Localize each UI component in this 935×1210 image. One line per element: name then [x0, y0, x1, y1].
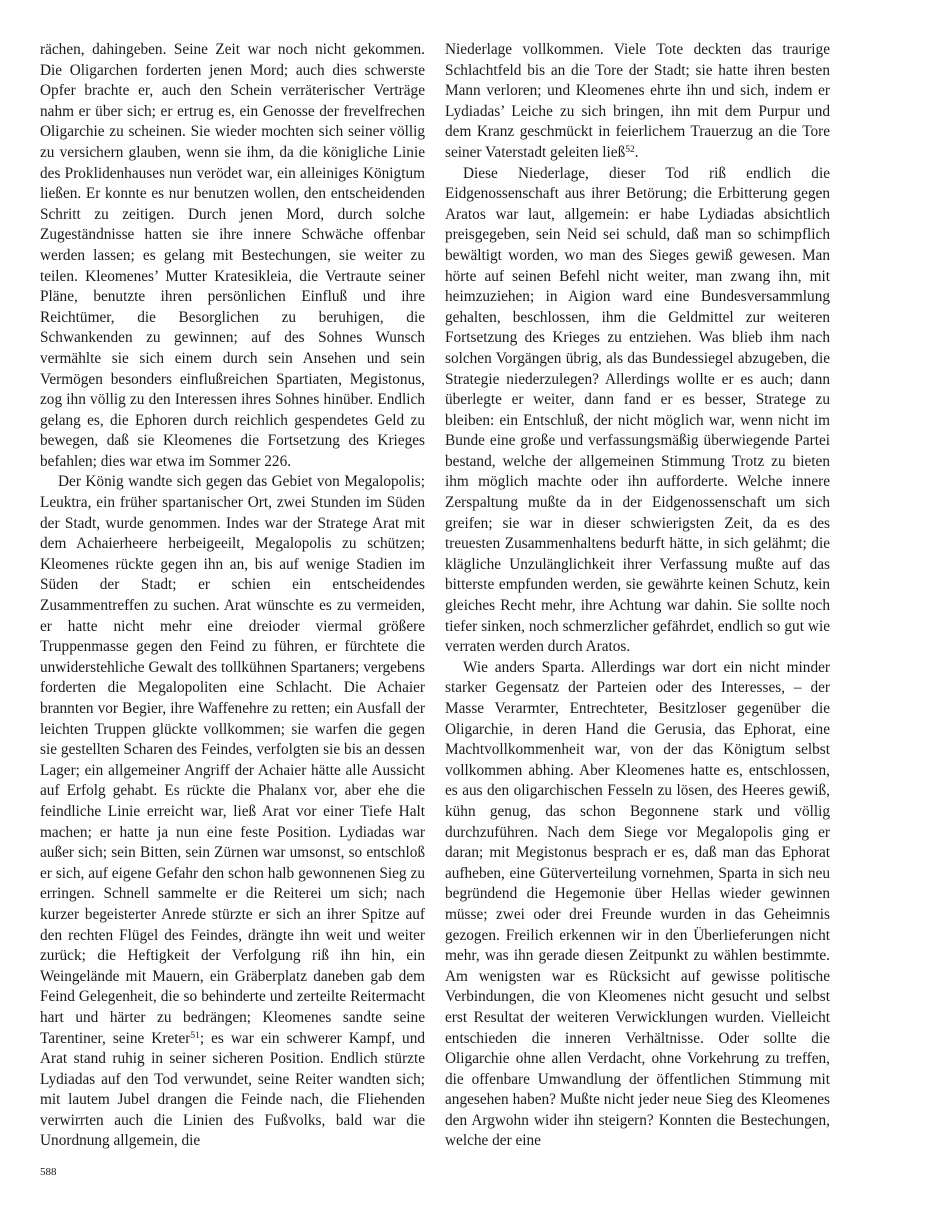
paragraph: Wie anders Sparta. Allerdings war dort ein nicht minder starker Gegensatz der Parteien oder des Interesses, – der Masse Verarmter, Entrechteter, Besitzloser gegenüber die Oligarchie, in deren Hand die Gerusia, das Ephorat, eine Machtvollkommenheit war, von der das Königtum selbst vollkommen abhing. Aber Kleomenes hatte es, entschlossen, es aus den oligarchischen Fesseln zu lösen, des Heeres gewiß, kühn genug, das schon Begonnene stark und völlig durchzuführen. Nach dem Siege vor Megalopolis ging er daran; mit Megistonus besprach er es, daß man das Ephorat aufheben, eine Güterverteilung vornehmen, Sparta in sich neu begründend die Hegemonie über Hellas wieder gewinnen müsse; zwei oder drei Freunde wurden in das Geheimnis gezogen. Freilich erkennen wir in den Überlieferungen nicht mehr, was ihn gerade diesen Zeitpunkt zu wählen bestimmte. Am wenigsten war es Rücksicht auf gewisse politische Verbindungen, die von Kleomenes nicht gesucht und selbst erst Resultat der weiteren Verwicklungen wurden. Vielleicht entschieden die inneren Verhältnisse. Oder sollte die Oligarchie ohne allen Verdacht, ohne Vorkehrung zu treffen, die offenbare Umwandlung der öffentlichen Stimmung mit angesehen haben? Mußte nicht jeder neue Sieg des Kleomenes den Argwohn wider ihn steigern? Konnten die Bestechungen, welche der eine — [445, 658, 830, 1150]
paragraph: Diese Niederlage, dieser Tod riß endlich die Eidgenossenschaft aus ihrer Betörung; die Erbitterung gegen Aratos war laut, allgemein: er habe Lydiadas absichtlich preisgegeben, sein Neid sei schuld, daß man so schimpflich bewältigt worden, wo man des Sieges gewiß gewesen. Man hörte auf seinen Befehl nicht weiter, man zwang ihn, mit heimzuziehen; in Aigion ward eine Bundesversammlung gehalten, beschlossen, ihm die Geldmittel zur weiteren Fortsetzung des Krieges zu entziehen. Was blieb ihm nach solchen Vorgängen übrig, als das Bundessiegel abzugeben, die Strategie niederzulegen? Allerdings wollte er es auch; dann überlegte er weiter, dann fand er es besser, Stratege zu bleiben: ein Entschluß, der nicht möglich war, wenn nicht im Bunde eine große und verfassungsmäßig überwiegende Partei bestand, welche der allgemeinen Stimmung Trotz zu bieten ihm möglich machte oder ihn aufforderte. Welche innere Zerspaltung mußte da in der Eidgenossenschaft um sich greifen; sie war in dieser schwierigsten Zeit, da es des treuesten Zusammenhaltens bedurft hätte, in sich gelähmt; die klägliche Unzulänglichkeit ihrer Verfassung mußte auf das bitterste empfunden werden, sie gewährte keinen Schutz, kein gleiches Recht mehr, ihre Achtung war dahin. Sie sollte noch tiefer sinken, noch schmerzlicher gefährdet, endlich so gut wie verraten werden durch Aratos. — [445, 164, 830, 656]
footnote-ref-51[interactable]: 51 — [190, 1030, 200, 1041]
paragraph-text: ; es war ein schwerer Kampf, und Arat stand ruhig in seiner sicheren Position. Endlich stürzte Lydiadas auf den Tod verwundet, seine Reiter wandten sich; mit lautem Jubel drangen die Feinde nach, die Fliehenden verwirrten auch die Linien des Fußvolks, bald war die Unordnung allgemein, die — [40, 1029, 425, 1150]
paragraph-text: Niederlage vollkommen. Viele Tote deckten das traurige Schlachtfeld bis an die Tore der Stadt; sie hatte ihren besten Mann verloren; und Kleomenes ehrte ihn und sich, indem er Lydiadas’ Leiche zu sich bringen, ihn mit dem Purpur und dem Kranz geschmückt in feierlichem Trauerzug an die Tore seiner Vaterstadt geleiten ließ — [445, 41, 830, 161]
paragraph: rächen, dahingeben. Seine Zeit war noch nicht gekommen. Die Oligarchen forderten jenen Mord; auch dies schwerste Opfer brachte er, auch den Schein verräterischer Verträge nahm er über sich; er ertrug es, ein Genosse der frevelfrechen Oligarchie zu scheinen. Sie wieder mochten sich seiner völlig zu versichern glauben, wenn sie ihm, da die königliche Linie des Proklidenhauses nun verödet war, ein alleiniges Königtum ließen. Er konnte es nur benutzen wollen, den entscheidenden Schritt zu zeitigen. Durch jenen Mord, durch solche Zugeständnisse hatten sie ihre innere Schwäche offenbar werden lassen; es gelang mit Bestechungen, sie weiter zu teilen. Kleomenes’ Mutter Kratesikleia, die Vertraute seiner Pläne, benutzte ihren persönlichen Einfluß und ihre Reichtümer, die Besorglichen zu beruhigen, die Schwankenden zu gewinnen; auf des Sohnes Wunsch vermählte sie sich einem durch sein Ansehen und sein Vermögen besonders einflußreichen Spartiaten, Megistonus, zog ihn völlig zu den Interessen ihres Sohnes hinüber. Endlich gelang es, die Ephoren durch reichlich gespendetes Geld zu bewegen, daß sie Kleomenes die Fortsetzung des Krieges befahlen; dies war etwa im Sommer 226. — [40, 41, 425, 470]
paragraph — [40, 472, 425, 1152]
left-column — [40, 40, 425, 1152]
paragraph — [445, 40, 830, 164]
paragraph-text: . — [634, 143, 639, 161]
footnote-ref-52[interactable]: 52 — [625, 144, 635, 155]
page-number: 588 — [40, 1166, 57, 1178]
paragraph-text: Der König wandte sich gegen das Gebiet von Megalopolis; Leuktra, ein früher spartanischer Ort, zwei Stunden im Süden der Stadt, wurde genommen. Indes war der Stratege Arat mit dem Achaierheere herbeigeeilt, Megalopolis zu schützen; Kleomenes rückte gegen ihn an, bis auf wenige Stadien im Süden der Stadt; er schien ein entscheidendes Zusammentreffen zu suchen. Arat wünschte es zu vermeiden, er hatte nicht mehr eine dreioder viermal größere Truppenmasse gegen den Feind zu führen, er fürchtete die unwiderstehliche Gewalt des tollkühnen Spartaners; vergebens forderten die Megalopoliten eine Schlacht. Die Achaier brannten vor Begier, ihre Waffenehre zu retten; ein Ausfall der leichten Truppen glückte vollkommen; sie warfen die gegen sie gestellten Scharen des Feindes, verfolgten sie bis an dessen Lager; ein allgemeiner Angriff der Achaier hätte alle Aussicht auf Erfolg gehabt. Es rückte die Phalanx vor, aber ehe die feindliche Linie erreicht war, ließ Arat vor einer Tiefe Halt machen; er hatte ja nun eine feste Position. Lydiadas war außer sich; sein Bitten, sein Zürnen war umsonst, so entschloß er sich, auf eigene Gefahr den schon halb gewonnenen Sieg zu erringen. Schnell sammelte er die Reiterei um sich; nach kurzer begeisterter Anrede stürzte er sich an ihrer Spitze auf den rechten Flügel des Feindes, drängte ihn weit und weiter zurück; die Heftigkeit der Verfolgung riß ihn hin, ein Weingelände mit Mauern, ein Gräberplatz daneben gab dem Feind Gelegenheit, die so behinderte und zerteilte Reitermacht hart und härter zu bedrängen; Kleomenes sandte seine Tarentiner, seine Kreter — [40, 473, 425, 1047]
right-column — [445, 40, 830, 1152]
